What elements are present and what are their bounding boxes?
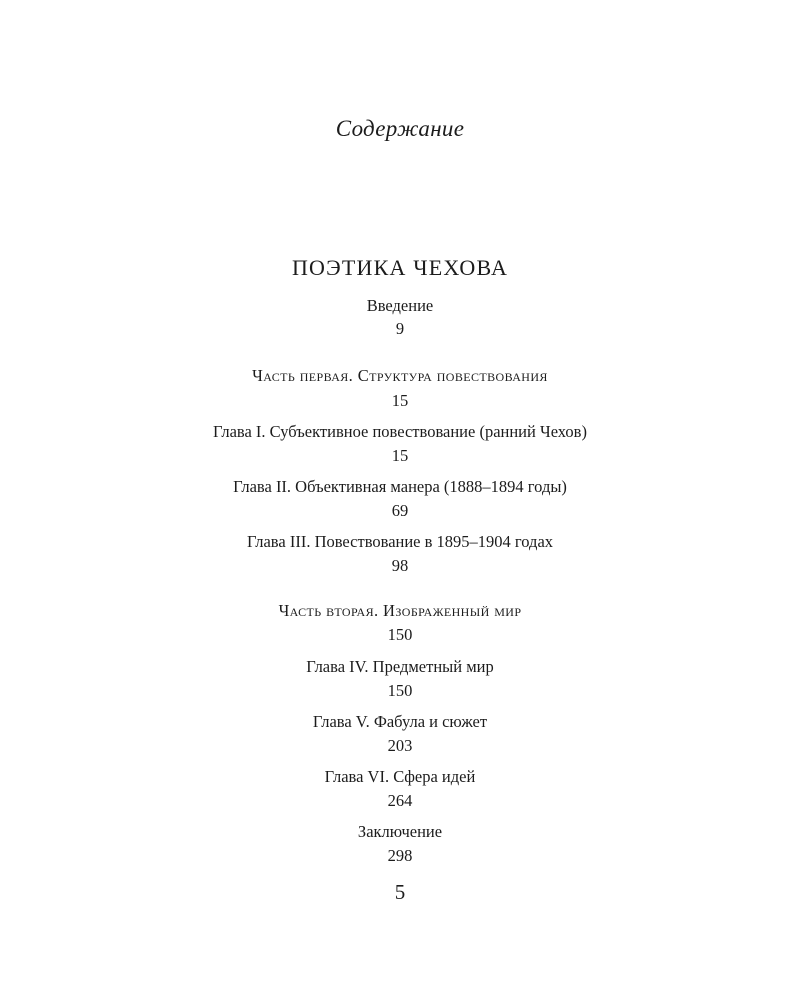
toc-page-chapter-1: 15 [391,446,409,465]
toc-page-chapter-6: 264 [387,791,413,810]
toc-entry-part-two: Часть вторая. Изображенный мир [278,601,522,620]
toc-page-part-two: 150 [387,625,413,644]
book-title: ПОЭТИКА ЧЕХОВА [291,255,509,280]
toc-page-part-one: 15 [391,391,409,410]
toc-entry-chapter-1: Глава I. Субъективное повествование (ранний Чехов) [213,422,587,441]
toc-page-chapter-5: 203 [387,736,413,755]
toc-entry-chapter-6: Глава VI. Сфера идей [324,767,476,786]
toc-entry-conclusion: Заключение [357,822,443,841]
toc-page-introduction: 9 [395,319,405,338]
toc-page-chapter-3: 98 [391,556,409,575]
toc-page-chapter-2: 69 [391,501,409,520]
page-number: 5 [394,880,406,904]
contents-heading: Содержание [335,116,465,141]
toc-page-conclusion: 298 [387,846,413,865]
toc-entry-introduction: Введение [366,296,434,315]
toc-entry-part-one: Часть первая. Структура повествования [252,366,548,385]
toc-page-chapter-4: 150 [387,681,413,700]
toc-entry-chapter-4: Глава IV. Предметный мир [306,657,494,676]
toc-entry-chapter-3: Глава III. Повествование в 1895–1904 годах [246,532,554,551]
toc-entry-chapter-2: Глава II. Объективная манера (1888–1894 годы) [233,477,567,496]
toc-entry-chapter-5: Глава V. Фабула и сюжет [312,712,488,731]
